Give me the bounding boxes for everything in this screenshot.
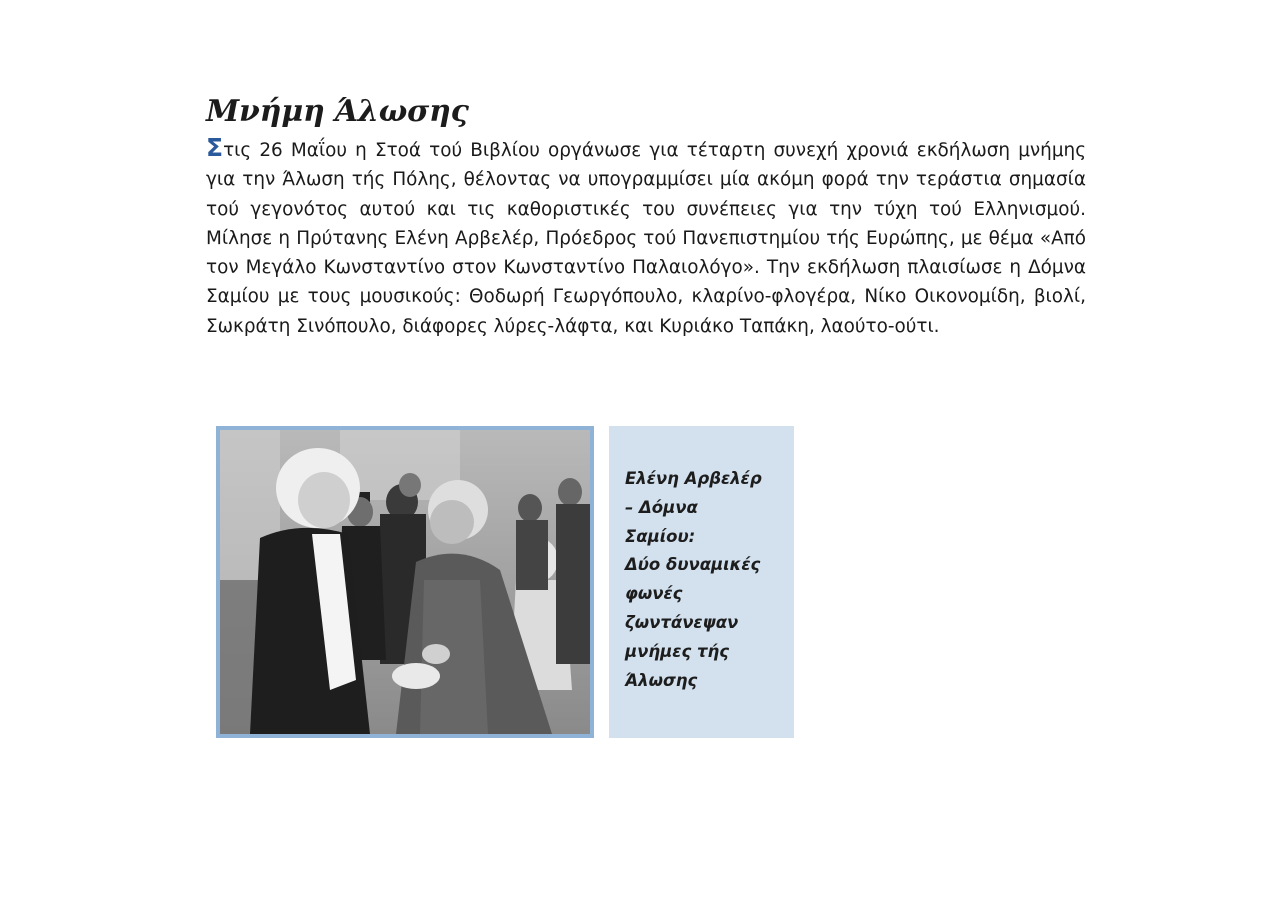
article-body (206, 133, 1086, 341)
event-photo-image (220, 430, 590, 734)
caption-line: – Δόμνα (625, 497, 698, 517)
article (206, 92, 1086, 341)
event-photo (216, 426, 594, 738)
article-title: Μνήμη Άλωσης (206, 94, 469, 129)
caption-line: φωνές (625, 584, 683, 604)
article-body-text: τις 26 Μαΐου η Στοά τού Βιβλίου οργάνωσε για τέταρτη συνεχή χρονιά εκδήλωση μνήμης για την Άλωση τής Πόλης, θέλοντας να υπογραμμίσει μία ακόμη φορά την τεράστια σημασία τού γεγονότος αυτού και τις καθοριστικές του συνέπειες για την τύχη τού Ελληνισμού. Μίλησε η Πρύτανης Ελένη Αρβελέρ, Πρόεδρος τού Πανεπιστημίου τής Ευρώπης, με θέμα «Από τον Μεγάλο Κωνσταντίνο στον Κωνσταντίνο Παλαιολόγο». Την εκδήλωση πλαισίωσε η Δόμνα Σαμίου με τους μουσικούς: Θοδωρή Γεωργόπουλο, κλαρίνο-φλογέρα, Νίκο Οικονομίδη, βιολί, Σωκράτη Σινόπουλο, διάφορες λύρες-λάφτα, και Κυριάκο Ταπάκη, λαούτο-ούτι. (206, 140, 1086, 337)
caption-line: Δύο δυναμικές (625, 555, 761, 575)
caption-line: Ελένη Αρβελέρ (625, 469, 762, 488)
caption-line: μνήμες τής (625, 641, 730, 661)
caption-line: Σαμίου: (625, 526, 696, 546)
photo-caption (609, 426, 794, 738)
caption-text (625, 465, 784, 695)
drop-cap: Σ (206, 133, 224, 162)
caption-line: Άλωσης (625, 670, 698, 690)
caption-line: ζωντάνεψαν (625, 612, 739, 632)
